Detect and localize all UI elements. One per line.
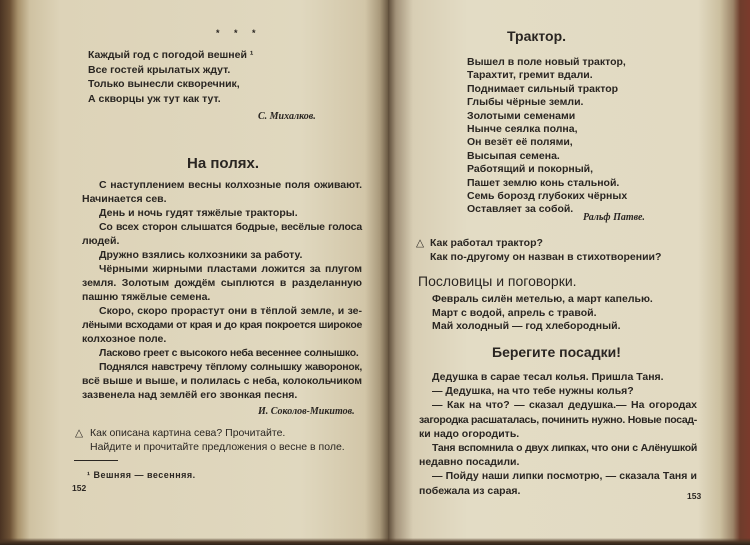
poem-line: Он везёт её полями, [467, 136, 573, 149]
question-line: Как описана картина сева? Прочитайте. [90, 427, 286, 439]
poem-line: Поднимает сильный трактор [467, 82, 619, 95]
proverb: Март с водой, апрель с травой. [432, 306, 597, 319]
poem-line: Только вынесли скворечник, [88, 78, 240, 91]
paragraph [82, 248, 362, 262]
paragraph [82, 262, 362, 304]
poem-author: Ральф Патве. [583, 212, 645, 223]
poem-line: А скворцы уж тут как тут. [88, 93, 221, 106]
footnote: ¹ Вешняя — весенняя. [87, 470, 196, 480]
text-line: пашню тяжёлые семена. [82, 291, 211, 303]
poem-title: Трактор. [507, 28, 567, 44]
text-line: — Дедушка, на что тебе нужны колья? [432, 385, 634, 398]
text-line: С наступлением весны колхозные поля оживают. [99, 179, 362, 191]
question-line: Как по-другому он назван в стихотворении? [430, 251, 662, 263]
text-line: земля. Золотым дождём сыплются в разделанную [82, 277, 362, 289]
paragraph [419, 398, 697, 441]
poem-line: Нынче сеялка полна, [467, 122, 578, 135]
poem-line: Вышел в поле новый трактор, [467, 56, 626, 68]
paragraph [419, 370, 697, 384]
poem-line: Тарахтит, гремит вдали. [467, 69, 593, 82]
footnote-divider [74, 460, 118, 461]
questions-block [75, 426, 345, 454]
poem-line: Пашет землю конь стальной. [467, 176, 620, 189]
story-text [419, 370, 697, 498]
poem-line: Все гостей крылатых ждут. [88, 63, 231, 76]
article-author: И. Соколов-Микитов. [258, 406, 355, 417]
question-line: Найдите и прочитайте предложения о весне в поле. [90, 441, 345, 453]
paragraph [82, 360, 362, 402]
triangle-icon: △ [75, 427, 84, 439]
poem-line: Оставляет за собой. [467, 203, 574, 216]
text-line: лёными всходами от края и до края покроется широкое [82, 319, 362, 331]
text-line: Дружно взялись колхозники за работу. [99, 249, 303, 261]
text-line: всё выше и выше, и полилась с неба, колокольчиком [82, 375, 363, 387]
text-line: Скоро, скоро прорастут они в тёплой земле, и зе- [99, 305, 362, 317]
poem-line: Каждый год с погодой вешней ¹ [88, 49, 254, 61]
paragraph [82, 206, 362, 220]
poem-author: С. Михалков. [258, 111, 316, 122]
book-bottom-edge [0, 538, 750, 545]
poem-mikhalkov [88, 48, 253, 107]
asterisks: * * * [216, 28, 262, 38]
section-title: На полях. [187, 155, 259, 172]
text-line: Дедушка в сарае тесал колья. Пришла Таня. [432, 371, 664, 383]
paragraph [419, 441, 697, 469]
proverb: Май холодный — год хлебородный. [432, 320, 621, 332]
article-text [82, 178, 362, 402]
poem-line: Глыбы чёрные земли. [467, 96, 584, 109]
text-line: Поднялся навстречу тёплому солнышку жаворонок, [99, 361, 362, 373]
text-line: загородка расшаталась, починить нужно. Новые посад- [419, 413, 697, 426]
questions-block [416, 236, 662, 264]
paragraph [82, 346, 362, 360]
paragraph [82, 304, 362, 346]
text-line: Таня вспомнила о двух липках, что они с Алёнушкой [432, 441, 697, 454]
poem-tractor [467, 56, 627, 217]
poem-line: Работящий и покорный, [467, 163, 594, 176]
text-line: колхозное поле. [82, 333, 167, 345]
page-number: 152 [72, 483, 87, 493]
text-line: зазвенела над землёй его звонкая песня. [82, 389, 298, 401]
proverbs-title: Пословицы и поговорки. [418, 273, 577, 289]
text-line: Начинается сев. [82, 193, 167, 205]
text-line: Чёрными жирными пластами ложится за плугом [99, 263, 362, 275]
right-page [388, 0, 750, 545]
story-title: Берегите посадки! [492, 344, 621, 360]
text-line: людей. [82, 235, 120, 247]
text-line: — Как на что? — сказал дедушка.— На огородах [432, 399, 697, 412]
text-line: недавно посадили. [419, 456, 520, 469]
proverbs-list [432, 293, 653, 334]
text-line: Со всех сторон слышатся бодрые, весёлые голоса [99, 221, 362, 233]
paragraph [82, 220, 362, 248]
proverb: Февраль силён метелью, а март капелью. [432, 293, 653, 305]
text-line: побежала из сарая. [419, 484, 521, 497]
poem-line: Золотыми семенами [467, 109, 576, 122]
paragraph [419, 469, 697, 497]
page-number: 153 [687, 491, 702, 501]
question-line: Как работал трактор? [430, 237, 543, 249]
text-line: — Пойду наши липки посмотрю, — сказала Таня и [432, 470, 697, 483]
paragraph [419, 384, 697, 398]
text-line: ки надо огородить. [419, 427, 520, 440]
poem-line: Семь борозд глубоких чёрных [467, 189, 628, 202]
paragraph [82, 178, 362, 206]
triangle-icon: △ [416, 237, 425, 249]
text-line: День и ночь гудят тяжёлые тракторы. [99, 207, 298, 219]
poem-line: Высыпая семена. [467, 149, 560, 162]
text-line: Ласково греет с высокого неба весеннее солнышко. [99, 347, 359, 359]
